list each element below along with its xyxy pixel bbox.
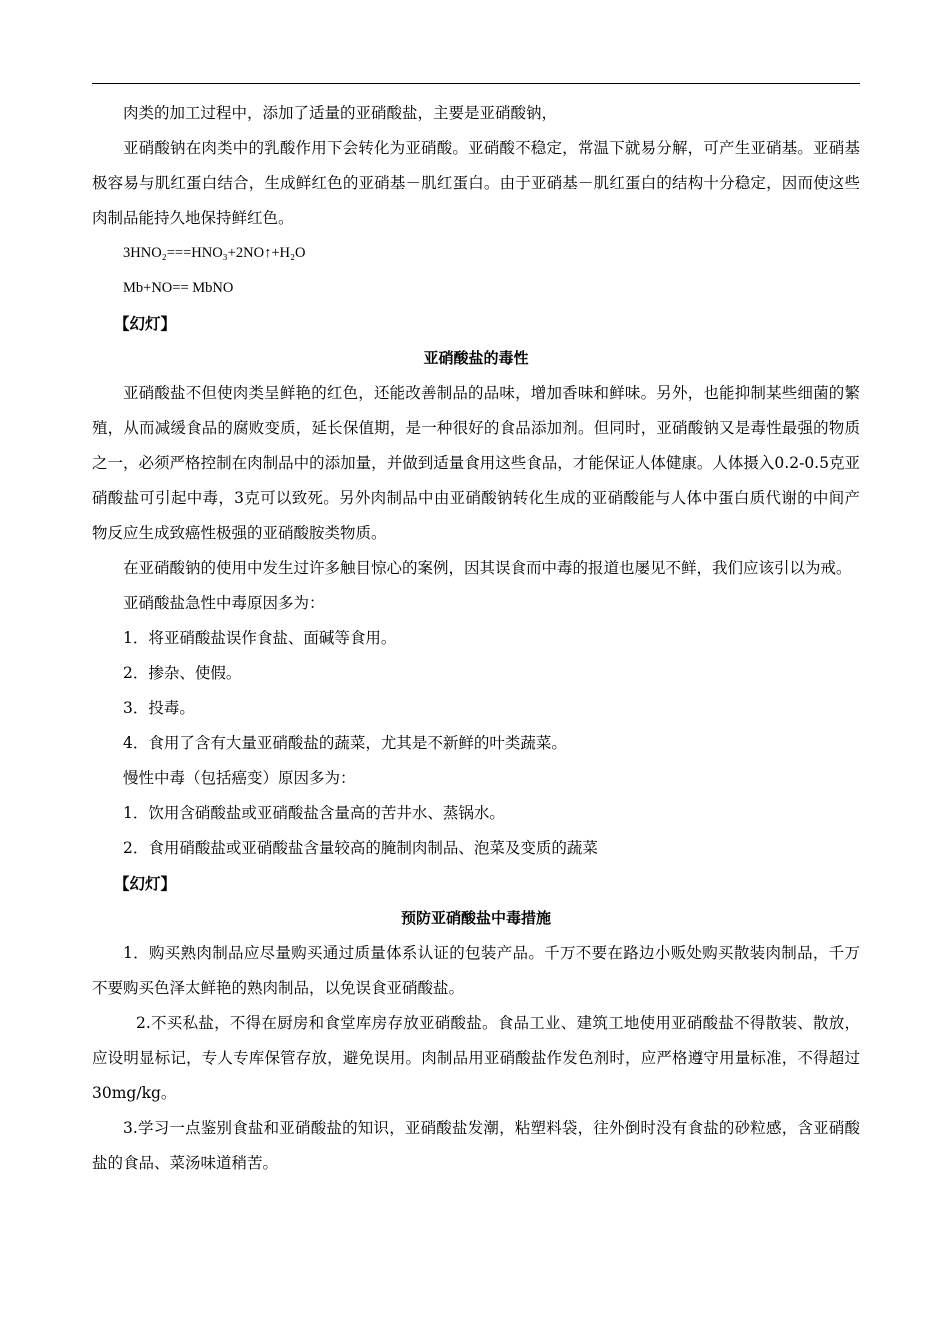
- paragraph-toxicity: 亚硝酸盐不但使肉类呈鲜艳的红色，还能改善制品的品味，增加香味和鲜味。另外，也能抑制某些细菌的繁殖，从而减缓食品的腐败变质，延长保值期，是一种很好的食品添加剂。但同时，亚硝酸钠又是毒性最强的物质之一，必须严格控制在肉制品中的添加量，并做到适量食用这些食品，才能保证人体健康。人体摄入0.2-0.5克亚硝酸盐可引起中毒，3克可以致死。另外肉制品中由亚硝酸钠转化生成的亚硝酸能与人体中蛋白质代谢的中间产物反应生成致癌性极强的亚硝酸胺类物质。: [92, 384, 860, 542]
- paragraph-intro: 肉类的加工过程中，添加了适量的亚硝酸盐，主要是亚硝酸钠，: [123, 104, 558, 122]
- measure-item: 2.不买私盐，不得在厨房和食堂库房存放亚硝酸盐。食品工业、建筑工地使用亚硝酸盐不得散装、散放，应设明显标记，专人专库保管存放，避免误用。肉制品用亚硝酸盐作发色剂时，应严格遵守用量标准，不得超过30mg/kg。: [92, 1014, 860, 1102]
- list-item: 1．将亚硝酸盐误作食盐、面碱等食用。: [123, 629, 397, 647]
- paragraph-mechanism: 亚硝酸钠在肉类中的乳酸作用下会转化为亚硝酸。亚硝酸不稳定，常温下就易分解，可产生亚硝基。亚硝基极容易与肌红蛋白结合，生成鲜红色的亚硝基－肌红蛋白。由于亚硝基－肌红蛋白的结构十分稳定，因而使这些肉制品能持久地保持鲜红色。: [92, 139, 860, 227]
- header-rule: [92, 83, 860, 84]
- formula-myoglobin: Mb+NO== MbNO: [123, 280, 234, 296]
- list-item: 2．食用硝酸盐或亚硝酸盐含量较高的腌制肉制品、泡菜及变质的蔬菜: [123, 839, 598, 857]
- document-body: [92, 96, 860, 1181]
- measure-item: 1．购买熟肉制品应尽量购买通过质量体系认证的包装产品。千万不要在路边小贩处购买散装肉制品，千万不要购买色泽太鲜艳的熟肉制品，以免误食亚硝酸盐。: [92, 944, 860, 997]
- section-heading-prevention: 预防亚硝酸盐中毒措施: [400, 909, 551, 927]
- list-item: 3．投毒。: [123, 699, 195, 717]
- slide-tag: 【幻灯】: [114, 314, 177, 333]
- list-item: 1．饮用含硝酸盐或亚硝酸盐含量高的苦井水、蒸锅水。: [123, 804, 505, 822]
- section-heading-toxicity: 亚硝酸盐的毒性: [423, 349, 529, 367]
- list-item: 4．食用了含有大量亚硝酸盐的蔬菜，尤其是不新鲜的叶类蔬菜。: [123, 734, 567, 752]
- list-item: 2．掺杂、使假。: [123, 664, 242, 682]
- paragraph-cases: 在亚硝酸钠的使用中发生过许多触目惊心的案例，因其误食而中毒的报道也屡见不鲜，我们应该引以为戒。: [123, 559, 852, 577]
- acute-causes-title: 亚硝酸盐急性中毒原因多为：: [123, 594, 325, 612]
- chronic-causes-title: 慢性中毒（包括癌变）原因多为：: [123, 769, 356, 787]
- measure-item: 3.学习一点鉴别食盐和亚硝酸盐的知识，亚硝酸盐发潮，粘塑料袋，往外倒时没有食盐的砂粒感，含亚硝酸盐的食品、菜汤味道稍苦。: [92, 1119, 860, 1172]
- formula-decomposition: 3HNO₂===HNO₃+2NO↑+H₂O: [123, 245, 306, 261]
- slide-tag: 【幻灯】: [114, 874, 177, 893]
